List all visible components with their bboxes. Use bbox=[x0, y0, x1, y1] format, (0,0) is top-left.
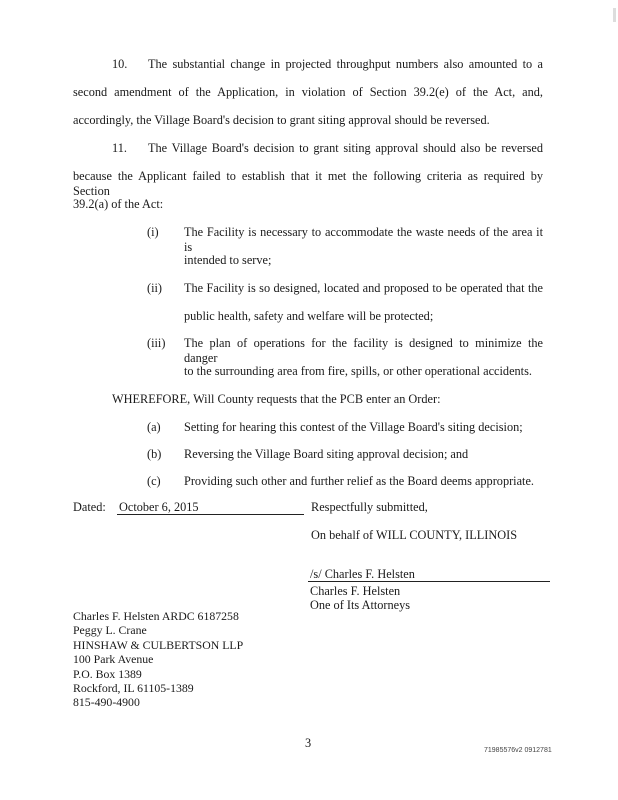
address-line-5: P.O. Box 1389 bbox=[73, 666, 142, 681]
address-line-1: Charles F. Helsten ARDC 6187258 bbox=[73, 609, 239, 623]
address-line-7: 815-490-4900 bbox=[73, 695, 140, 710]
order-c-text: Providing such other and further relief as the Board deems appropriate. bbox=[184, 474, 535, 488]
e-signature: /s/ Charles F. Helsten bbox=[310, 567, 415, 581]
para10-line3: accordingly, the Village Board's decision to grant siting approval should be reversed. bbox=[73, 113, 490, 127]
order-c-marker: (c) bbox=[147, 474, 161, 488]
date-value: October 6, 2015 bbox=[119, 500, 199, 514]
para11-line2: because the Applicant failed to establish that it met the following criteria as required by Section bbox=[73, 169, 543, 198]
criterion-i-marker: (i) bbox=[147, 225, 159, 239]
page-number: 3 bbox=[305, 736, 312, 750]
criterion-iii-line1: The plan of operations for the facility is designed to minimize the danger bbox=[184, 336, 543, 365]
address-line-2: Peggy L. Crane bbox=[73, 623, 147, 638]
criterion-ii-marker: (ii) bbox=[147, 281, 163, 295]
criterion-i-line1: The Facility is necessary to accommodate the waste needs of the area it is bbox=[184, 225, 543, 254]
para11-line1: The Village Board's decision to grant siting approval should also be reversed bbox=[148, 141, 543, 155]
address-line-4: 100 Park Avenue bbox=[73, 652, 154, 667]
signer-name: Charles F. Helsten bbox=[310, 584, 401, 598]
criterion-iii-line2: to the surrounding area from fire, spills, or other operational accidents. bbox=[184, 364, 532, 378]
document-id-code: 71985576v2 0912781 bbox=[484, 747, 552, 754]
address-block bbox=[73, 609, 243, 710]
on-behalf-line: On behalf of WILL COUNTY, ILLINOIS bbox=[311, 528, 518, 542]
wherefore-clause: WHEREFORE, Will County requests that the PCB enter an Order: bbox=[112, 392, 441, 406]
para11-number: 11. bbox=[112, 141, 127, 155]
respectfully-submitted: Respectfully submitted, bbox=[311, 500, 428, 514]
signer-role: One of Its Attorneys bbox=[310, 598, 411, 612]
scan-edge-mark bbox=[613, 8, 616, 22]
date-underline bbox=[117, 514, 304, 515]
criterion-ii-line2: public health, safety and welfare will be protected; bbox=[184, 309, 434, 323]
criterion-iii-marker: (iii) bbox=[147, 336, 166, 350]
para10-number: 10. bbox=[112, 57, 128, 71]
order-a-text: Setting for hearing this contest of the Village Board's siting decision; bbox=[184, 420, 523, 434]
para10-line1: The substantial change in projected throughput numbers also amounted to a bbox=[148, 57, 543, 71]
dated-label: Dated: bbox=[73, 500, 106, 514]
order-b-text: Reversing the Village Board siting approval decision; and bbox=[184, 447, 469, 461]
order-a-marker: (a) bbox=[147, 420, 161, 434]
order-b-marker: (b) bbox=[147, 447, 162, 461]
signature-line bbox=[308, 581, 550, 582]
address-line-6: Rockford, IL 61105-1389 bbox=[73, 681, 194, 696]
para10-line2: second amendment of the Application, in violation of Section 39.2(e) of the Act, and, bbox=[73, 85, 543, 99]
criterion-ii-line1: The Facility is so designed, located and proposed to be operated that the bbox=[184, 281, 543, 295]
criterion-i-line2: intended to serve; bbox=[184, 253, 272, 267]
address-line-3: HINSHAW & CULBERTSON LLP bbox=[73, 637, 244, 652]
para11-line3: 39.2(a) of the Act: bbox=[73, 197, 164, 211]
